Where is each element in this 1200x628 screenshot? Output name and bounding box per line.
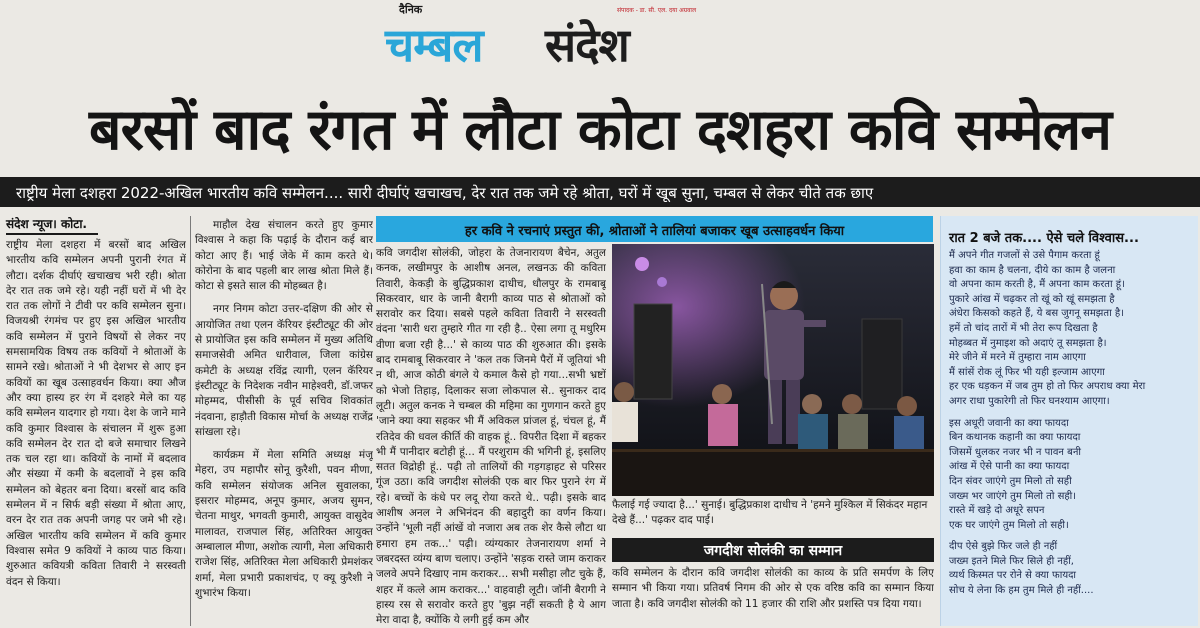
poetry-line: वो अपना काम करती है, मैं अपना काम करता हूं। bbox=[949, 279, 1125, 291]
subtitle-text: राष्ट्रीय मेला दशहरा 2022-अखिल भारतीय कवि सम्मेलन.... सारी दीर्घाएं खचाखच, देर रात तक जमे रहे श्रोता, घरों में खूब सुना, चम्बल से लेकर चीते तक छाए bbox=[16, 184, 874, 202]
masthead-word-sandesh: संदेश bbox=[545, 18, 629, 72]
column-3-paragraph: कवि जगदीश सोलंकी, जोहरा के तेजनारायण बैचेन, अतुल कनक, लखीमपुर के आशीष अनल, लखनऊ की कविता तिवारी, केकड़ी के बुद्धिप्रकाश दाधीच, धौलपुर के रामबाबू सिकरवार, धार के जानी बैरागी काव्य पाठ से श्रोताओं को सरावोर कर दिया। सबसे पहले कविता तिवारी ने सरस्वती वंदना 'सारी धरा तुम्हारे गीत गा रही है.. ऐसा लगा तू मधुरिम वीणा बजा रही है...' से काव्य पाठ की शुरुआत की। इसके बाद रामबाबू सिकरवार ने 'कल तक जिनमे पैरों में जूतियां भी न थी, आज कोठी बंगले ये कमाल कैसे हो गया...सभी भ्रष्टों को भेजो तिहाड़, दिलाकर सजा लोकपाल से.. सुनाकर दाद लूटी। अतुल कनक ने चम्बल की महिमा का गुणगान करते हुए 'जाने क्या क्या सहकर भी मैं अविकल प्रांजल हूं, चंचल हूं, मैं रतिदेव की धवल कीर्ति की वाहक हूं.. विपरीत दिशा में बहकर भी मैं पानीदार बटोही हूं... मैं परशुराम की भगिनी हूं, इसलिए सतत विद्रोही हूं.. पढ़ी तो तालियों की गड़गड़ाहट से परिसर गूंज उठा। कवि जगदीश सोलंकी एक बार फिर पुराने रंग में रहे। बच्चों के कंधे पर लदू रोया करते थे.. पढ़ी। इसके बाद आशीष अनल ने अभिनंदन की बहादुरी का वर्णन किया। उन्होंने 'भूली नहीं आंखें वो नजारा अब तक शेर कैसे लौटा था हमारा हम तक...' पढ़ी। व्यंग्यकार तेजनारायण शर्मा ने जबरदस्त व्यंग्य बाण चलाए। उन्होंने 'सड़क रास्ते जाम कराकर जलवे अपने दिखाए नाम कराकर... सभी मसीहा लौट चुके हैं, शहर में कत्ले आम कराकर...' वाहवाही लूटी। जॉनी बैरागी ने हास्य रस से सरावोर करते हुए 'बुझ नहीं सकती है ये आग मेरा वादा है, क्योंकि ये लगी हुई कम और bbox=[376, 247, 606, 626]
poetry-line: मैं अपने गीत गजलों से उसे पैगाम करता हूं bbox=[949, 250, 1100, 261]
masthead-prefix: दैनिक bbox=[399, 3, 423, 16]
poetry-line: रास्ते में खड़े दो अधूरे सपन bbox=[949, 505, 1045, 517]
column-4 bbox=[612, 566, 934, 628]
section-banner-text: हर कवि ने रचनाएं प्रस्तुत की, श्रोताओं ने तालियां बजाकर खूब उत्साहवर्धन किया bbox=[464, 224, 845, 239]
masthead-word-chambal: चम्बल bbox=[385, 18, 483, 72]
poetry-title: रात 2 बजे तक.... ऐसे चले विश्वास... bbox=[949, 231, 1139, 246]
poetry-line: सोच ये लेना कि हम तुम मिले ही नहीं.... bbox=[949, 585, 1094, 597]
poetry-line: व्यर्थ किस्मत पर रोने से क्या फायदा bbox=[949, 570, 1077, 582]
section-banner bbox=[376, 216, 933, 242]
photo-caption: फैलाई गई ज्यादा है...' सुनाई। बुद्धिप्रकाश दाधीच ने 'हमने मुश्किल में सिकंदर महान देखे हैं...' पढ़कर दाद पाई। bbox=[612, 499, 928, 526]
poetry-stanza bbox=[949, 249, 1197, 410]
column-1-paragraph: राष्ट्रीय मेला दशहरा में बरसों बाद अखिल भारतीय कवि सम्मेलन अपनी पुरानी रंगत में लौटा। दर्शक दीर्घाएं खचाखच भरी रही। श्रोता देर रात तक जमे रहे। यही नहीं घरों में भी देर रात तक लोगों ने टीवी पर कवि सम्मेलन सुना। विजयश्री रंगमंच पर हुए इस अखिल भारतीय कवि सम्मेलन में पुराने विषयों से लेकर नए समसामयिक विषय तक कवियों ने श्रोताओं के सामने रखे। श्रोताओं ने भी देशभर से आए इन कवियों का खूब उत्साहवर्धन किया। क्या औज और क्या हास्य हर रंग में दशहरे मेले का यह कवि सम्मेलन यादगार हो गया। देश के जाने माने कवि कुमार विश्वास के संचालन में शुरू हुआ कवि सम्मेलन देर रात दो बजे समाचार लिखने तक चल रहा था। कवियों के नामों में बदलाव और संख्या में कमी के बदलावों ने इस कवि सम्मेलन को बेहतर बना दिया। बरसों बाद कवि सम्मेलन में न सिर्फ बड़ी संख्या में श्रोता आए, वरन देर रात तक अपनी जगह पर जमे भी रहे। अखिल भारतीय कवि सम्मेलन में कवि कुमार विश्वास समेत 9 कवियों ने काव्य पाठ किया। शुरुआत कवियत्री कविता तिवारी ने सरस्वती वंदन से किया। bbox=[6, 239, 186, 588]
column-2-paragraph-3: कार्यक्रम में मेला समिति अध्यक्ष मंजू मेहरा, उप महापौर सोनू कुरैशी, पवन मीणा, कवि सम्मेलन संयोजक अनिल सुवालका, इसरार मोहम्मद, अनूप कुमार, अजय सुमन, चेतना माथुर, भगवती कुमारी, आयुक्त वासुदेव मालावत, राजपाल सिंह, अतिरिक्त आयुक्त अम्बालाल मीणा, अशोक त्यागी, मेला अधिकारी राजेश सिंह, अतिरिक्त मेला अधिकारी प्रेमशंकर शर्मा, मेला प्रभारी प्रकाशचंद, ए क्यू कुरैशी ने शुभारंभ किया। bbox=[195, 449, 373, 599]
poetry-line: हमें तो चांद तारों में भी तेरा रूप दिखता है bbox=[949, 322, 1098, 334]
poetry-line: आंख में ऐसे पानी का क्या फायदा bbox=[949, 461, 1070, 473]
masthead-tagline: संपादक - डा. सी. एल. दया अग्रवाल bbox=[617, 7, 697, 14]
poetry-line: मैं सांसें रोक लूं फिर भी यही इल्जाम आएगा bbox=[949, 366, 1105, 378]
poetry-line: दिन संवर जाएंगे तुम मिलो तो सही bbox=[949, 475, 1072, 487]
event-photo bbox=[612, 244, 934, 496]
poetry-line: जिसमें धुलकर नजर भी न पावन बनी bbox=[949, 446, 1081, 458]
stage-photo-illustration bbox=[612, 244, 934, 496]
subheading-honor bbox=[612, 538, 934, 562]
poetry-line: बिन कथानक कहानी का क्या फायदा bbox=[949, 432, 1081, 444]
poetry-line: जख्म इतने मिले फिर सिले ही नहीं, bbox=[949, 555, 1074, 567]
poetry-body bbox=[949, 249, 1197, 606]
poetry-line: दीप ऐसे बुझे फिर जले ही नहीं bbox=[949, 541, 1058, 553]
column-2-paragraph-1: माहौल देख संचालन करते हुए कुमार विश्वास ने कहा कि पढ़ाई के दौरान कई बार कोटा आए हैं। भाई जेके में काम करते थे। कोरोना के बाद पहली बार लाख श्रोता मिले हैं। कोटा से इसते साल की मोहब्बत है। bbox=[195, 219, 373, 293]
poetry-line: हर एक धड़कन में जब तुम हो तो फिर अपराध क्या मेरा bbox=[949, 381, 1146, 393]
poetry-line: एक घर जाएंगे तुम मिलो तो सही। bbox=[949, 519, 1069, 531]
subtitle-bar bbox=[0, 177, 1200, 207]
column-4-paragraph: कवि सम्मेलन के दौरान कवि जगदीश सोलंकी का काव्य के प्रति समर्पण के लिए सम्मान भी किया गया। प्रतिवर्ष निगम की ओर से एक वरिष्ठ कवि का सम्मान किया जाता है। कवि जगदीश सोलंकी को 11 हजार की राशि और प्रशस्ति पत्र दिया गया। bbox=[612, 567, 934, 610]
column-2-paragraph-2: नगर निगम कोटा उत्तर-दक्षिण की ओर से आयोजित तथा एलन कॅरियर इंस्टीट्यूट की ओर से प्रायोजित इस कवि सम्मेलन में मुख्य अतिथि समाजसेवी अमित धारीवाल, जिला कांग्रेस कमेटी के अध्यक्ष रविंद्र त्यागी, एलन कॅरियर इंस्टीट्यूट के निदेशक नवीन माहेश्वरी, डॉ.जफर मोहम्मद, पीसीसी के पूर्व सचिव शिवकांत नंदवाना, हाड़ौती विकास मोर्चा के अध्यक्ष राजेंद्र सांखला रहे। bbox=[195, 303, 373, 438]
poetry-line: मेरे जीने में मरने में तुम्हारा नाम आएगा bbox=[949, 352, 1086, 364]
poetry-line: मोहब्बत में नुमाइश को अदाएं तू समझता है। bbox=[949, 337, 1107, 349]
poetry-line: हवा का काम है चलना, दीये का काम है जलना bbox=[949, 264, 1116, 276]
poetry-line: अंधेरा किसको कहते हैं, ये बस जुगनू समझता है। bbox=[949, 308, 1124, 320]
column-divider bbox=[190, 216, 191, 626]
masthead bbox=[385, 0, 715, 84]
column-3 bbox=[376, 246, 606, 626]
poetry-stanza bbox=[949, 540, 1197, 598]
column-1 bbox=[6, 238, 186, 626]
poetry-line: इस अधूरी जवानी का क्या फायदा bbox=[949, 417, 1069, 429]
poetry-line: जख्म भर जाएंगे तुम मिलो तो सही। bbox=[949, 490, 1077, 502]
column-2 bbox=[195, 218, 373, 626]
poetry-stanza bbox=[949, 417, 1197, 534]
poetry-line: अगर राधा पुकारेगी तो फिर घनश्याम आएगा। bbox=[949, 395, 1110, 407]
poetry-line: पुकारे आंख में चढ़कर तो खूं को खूं समझता है bbox=[949, 293, 1115, 305]
poetry-box bbox=[940, 216, 1198, 626]
byline: संदेश न्यूज। कोटा. bbox=[6, 215, 98, 235]
subheading-honor-text: जगदीश सोलंकी का सम्मान bbox=[703, 543, 843, 559]
headline: बरसों बाद रंगत में लौटा कोटा दशहरा कवि सम्मेलन bbox=[89, 97, 1111, 163]
